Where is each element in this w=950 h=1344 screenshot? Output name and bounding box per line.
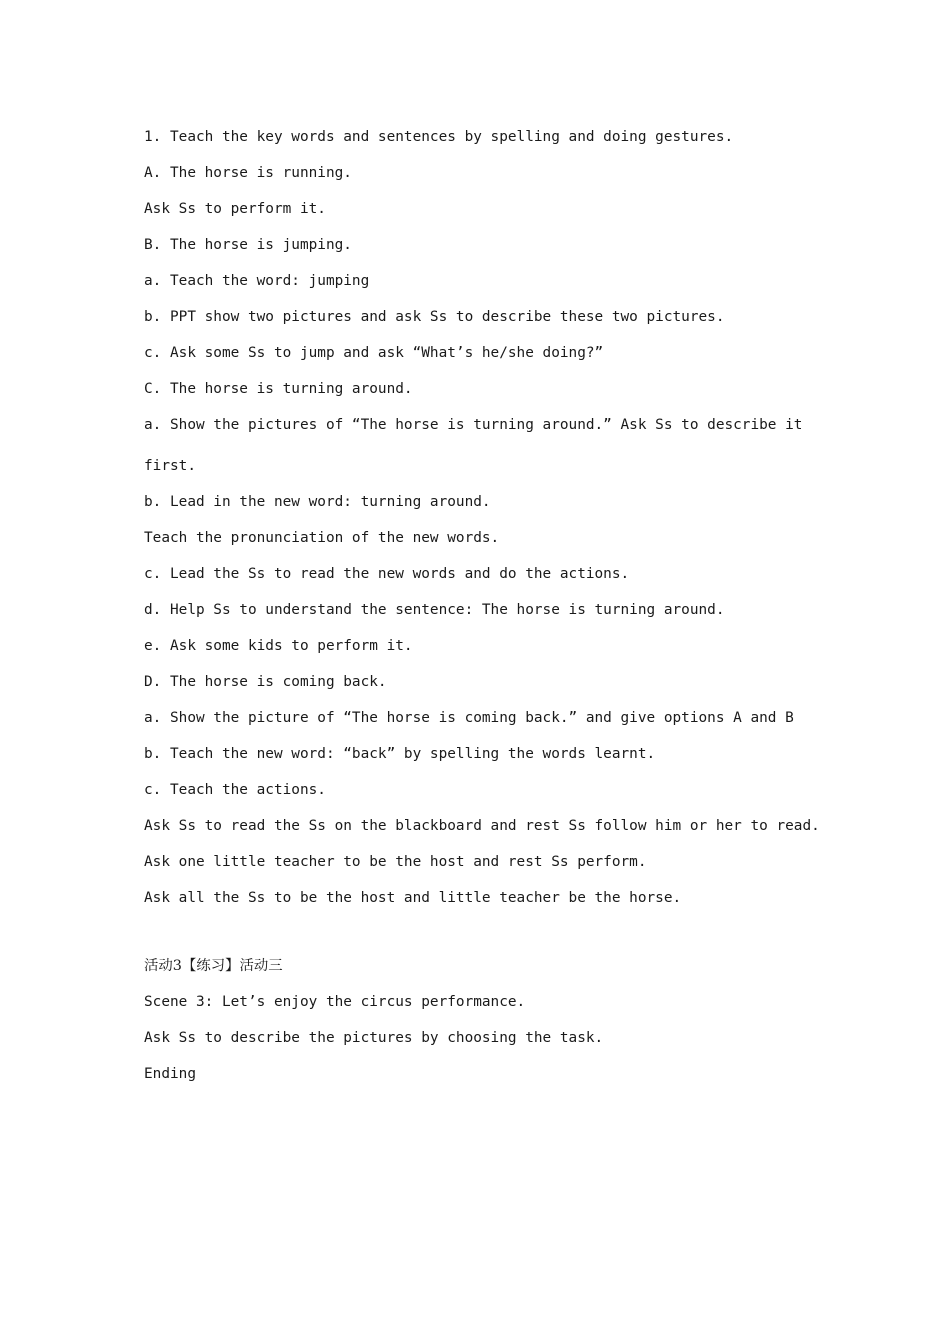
text-line: Ask Ss to describe the pictures by choosing the task.	[144, 1030, 604, 1046]
text-line: c. Ask some Ss to jump and ask “What’s he/she doing?”	[144, 345, 604, 361]
text-line: c. Teach the actions.	[144, 782, 326, 798]
text-line: b. Lead in the new word: turning around.	[144, 494, 491, 510]
text-line: D. The horse is coming back.	[144, 674, 387, 690]
text-line: a. Teach the word: jumping	[144, 273, 370, 289]
text-line: e. Ask some kids to perform it.	[144, 638, 413, 654]
text-line: first.	[144, 458, 196, 474]
text-line: Ask Ss to read the Ss on the blackboard and rest Ss follow him or her to read.	[144, 818, 820, 834]
text-line: Scene 3: Let’s enjoy the circus performance.	[144, 994, 526, 1010]
text-line: b. Teach the new word: “back” by spelling the words learnt.	[144, 746, 656, 762]
text-line: 1. Teach the key words and sentences by spelling and doing gestures.	[144, 129, 734, 145]
text-line: C. The horse is turning around.	[144, 381, 413, 397]
text-line: a. Show the picture of “The horse is coming back.” and give options A and B	[144, 710, 794, 726]
text-line: c. Lead the Ss to read the new words and do the actions.	[144, 566, 630, 582]
text-line: Ask Ss to perform it.	[144, 201, 326, 217]
text-line: A. The horse is running.	[144, 165, 352, 181]
text-line: d. Help Ss to understand the sentence: The horse is turning around.	[144, 602, 725, 618]
text-line: b. PPT show two pictures and ask Ss to describe these two pictures.	[144, 309, 725, 325]
text-line: Ending	[144, 1066, 196, 1082]
activity-heading: 活动3【练习】活动三	[144, 958, 283, 974]
text-line: Ask all the Ss to be the host and little teacher be the horse.	[144, 890, 682, 906]
text-line: Ask one little teacher to be the host and rest Ss perform.	[144, 854, 647, 870]
text-line: B. The horse is jumping.	[144, 237, 352, 253]
text-line: Teach the pronunciation of the new words.	[144, 530, 500, 546]
text-line: a. Show the pictures of “The horse is turning around.” Ask Ss to describe it	[144, 417, 803, 433]
